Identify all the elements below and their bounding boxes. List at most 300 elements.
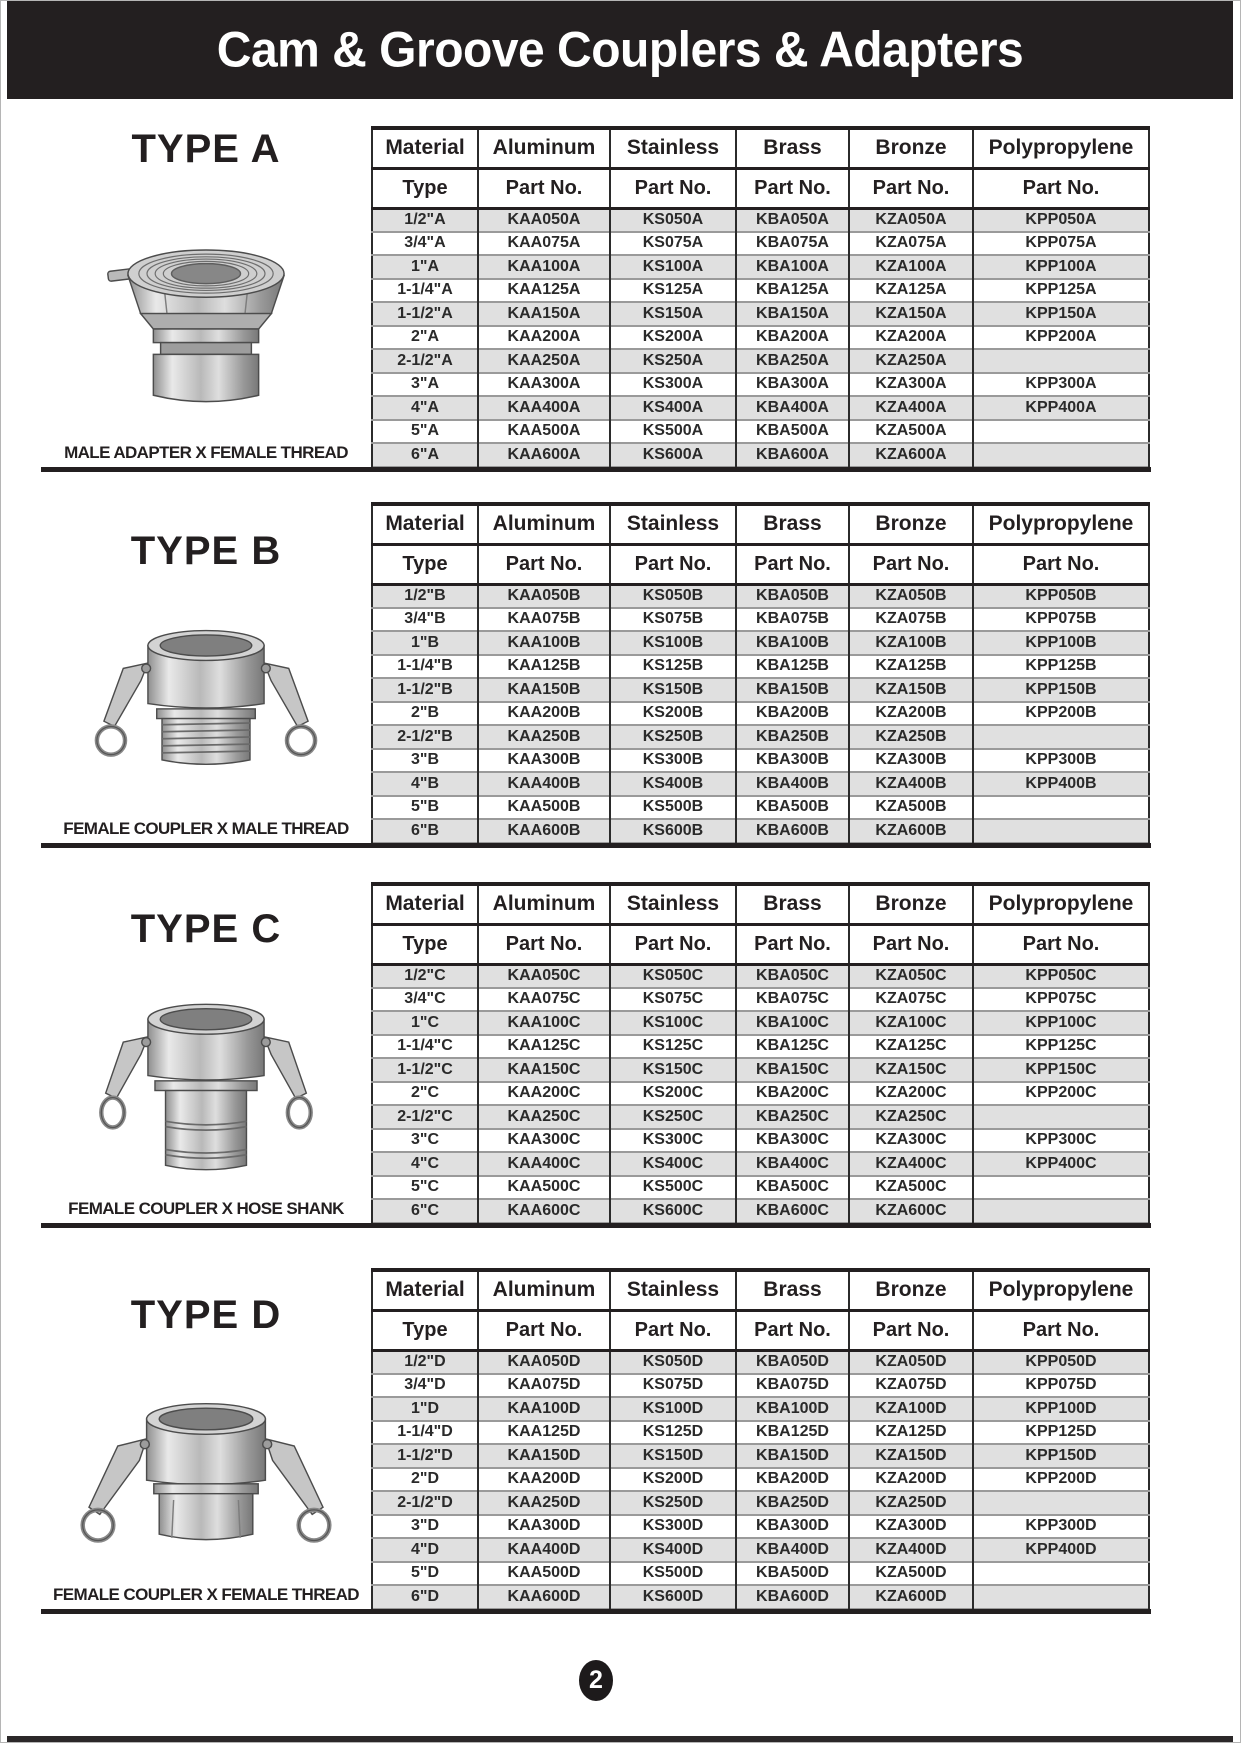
column-header-stainless: Stainless [610, 884, 736, 924]
column-header-polypropylene: Polypropylene [973, 128, 1149, 168]
part-number-cell: KAA150B [478, 678, 610, 702]
column-header-bronze: Bronze [849, 128, 973, 168]
size-type-cell: 1/2"C [404, 967, 446, 984]
part-number-cell: KPP400A [973, 396, 1149, 420]
part-number-cell: KZA150A [849, 302, 973, 326]
part-number-cell: KBA400D [736, 1538, 849, 1562]
part-number-cell: KS400A [610, 396, 736, 420]
section-type-d-table-wrap [371, 1268, 1151, 1609]
part-number-cell: KBA075A [736, 232, 849, 256]
section-type-d-left [41, 1268, 371, 1609]
part-number-cell: KBA300B [736, 749, 849, 773]
part-number-cell: KBA075C [736, 988, 849, 1012]
page-header [7, 1, 1233, 99]
section-type-b-left [41, 502, 371, 843]
part-number-cell: KZA050B [849, 584, 973, 608]
subheader-part-no: Part No. [849, 544, 973, 584]
female-coupler-male-thread-illustration [74, 612, 338, 804]
size-type-cell: 1-1/4"B [372, 655, 478, 679]
size-type-cell: 4"B [372, 772, 478, 796]
subheader-part-no: Part No. [973, 1310, 1149, 1350]
type-d-table-body [372, 1350, 1149, 1609]
part-number-cell: KS600D [610, 1585, 736, 1609]
size-type-cell: 3/4"D [372, 1374, 478, 1398]
size-type-cell: 6"D [372, 1585, 478, 1609]
part-number-cell: KPP300A [973, 373, 1149, 397]
part-number-cell: KS075A [610, 232, 736, 256]
part-number-cell: KBA150D [736, 1444, 849, 1468]
part-number-cell: KBA075D [736, 1374, 849, 1398]
part-number-cell: KZA300C [849, 1129, 973, 1153]
subheader-type: Type [372, 924, 478, 964]
size-type-cell: 1-1/4"A [372, 279, 478, 303]
part-number-cell: KS600A [610, 443, 736, 467]
part-number-cell: KBA200C [736, 1082, 849, 1106]
section-divider [41, 1609, 1151, 1614]
part-number-cell: KPP200B [973, 702, 1149, 726]
part-number-cell: KBA600A [736, 443, 849, 467]
part-number-cell: KS200B [610, 702, 736, 726]
part-number-cell: KPP400B [973, 772, 1149, 796]
part-number-cell: KAA075C [478, 988, 610, 1012]
table-row [372, 584, 1149, 608]
part-number-cell: KAA150A [478, 302, 610, 326]
size-type-cell: 3"B [372, 749, 478, 773]
part-number-cell [973, 1562, 1149, 1586]
size-type-cell: 5"A [372, 420, 478, 444]
size-type-cell: 1/2"A [404, 211, 446, 228]
size-type-cell: 4"C [372, 1152, 478, 1176]
part-number-cell: KBA300D [736, 1515, 849, 1539]
part-number-cell: KZA400C [849, 1152, 973, 1176]
subheader-part-no: Part No. [973, 544, 1149, 584]
size-type-cell: 1-1/4"C [372, 1035, 478, 1059]
subheader-part-no: Part No. [478, 924, 610, 964]
size-type-cell: 2"A [372, 326, 478, 350]
part-number-cell: KS125C [610, 1035, 736, 1059]
part-number-cell: KBA125C [736, 1035, 849, 1059]
part-number-cell: KS100A [610, 255, 736, 279]
part-number-cell: KBA100C [736, 1011, 849, 1035]
part-number-cell: KS050C [610, 964, 736, 988]
part-number-cell: KS100C [610, 1011, 736, 1035]
column-header-polypropylene: Polypropylene [973, 504, 1149, 544]
subheader-part-no: Part No. [849, 168, 973, 208]
part-number-cell: KAA300A [478, 373, 610, 397]
subheader-part-no: Part No. [736, 168, 849, 208]
section-type-a-left [41, 126, 371, 467]
part-number-cell: KBA200D [736, 1468, 849, 1492]
column-header-aluminum: Aluminum [478, 1270, 610, 1310]
part-number-cell: KS600C [610, 1199, 736, 1223]
type-c-table-body [372, 964, 1149, 1223]
size-type-cell: 1-1/2"A [372, 302, 478, 326]
part-number-cell [973, 796, 1149, 820]
part-number-cell: KZA075D [849, 1374, 973, 1398]
part-number-cell: KAA150D [478, 1444, 610, 1468]
part-number-cell: KAA200A [478, 326, 610, 350]
material-header-row [372, 884, 1149, 924]
material-header-row [372, 504, 1149, 544]
part-number-cell: KS400D [610, 1538, 736, 1562]
size-type-cell: 1-1/4"D [372, 1421, 478, 1445]
table-row [372, 964, 1149, 988]
part-number-cell: KBA600D [736, 1585, 849, 1609]
type-a-table-body [372, 208, 1149, 467]
size-type-cell: 6"B [372, 819, 478, 843]
part-number-cell: KZA075C [849, 988, 973, 1012]
table-row [372, 772, 1149, 796]
part-number-cell: KPP300D [973, 1515, 1149, 1539]
part-number-cell: KBA050D [736, 1350, 849, 1374]
part-number-cell: KZA200D [849, 1468, 973, 1492]
part-number-cell: KS500A [610, 420, 736, 444]
section-type-c-table-wrap [371, 882, 1151, 1223]
part-number-cell: KS250C [610, 1105, 736, 1129]
part-number-cell: KS125B [610, 655, 736, 679]
part-number-cell [973, 420, 1149, 444]
part-number-cell: KAA125A [478, 279, 610, 303]
table-row [372, 1105, 1149, 1129]
part-number-cell [973, 1585, 1149, 1609]
table-row [372, 1491, 1149, 1515]
table-row [372, 1011, 1149, 1035]
part-number-cell: KS300C [610, 1129, 736, 1153]
type-a-heading: TYPE A [131, 127, 281, 171]
table-row [372, 819, 1149, 843]
part-number-cell: KBA125A [736, 279, 849, 303]
part-number-cell: KPP100D [973, 1397, 1149, 1421]
subheader-part-no: Part No. [736, 1310, 849, 1350]
table-row [372, 1082, 1149, 1106]
table-row [372, 1585, 1149, 1609]
subheader-part-no: Part No. [736, 924, 849, 964]
part-number-cell: KZA100B [849, 631, 973, 655]
part-number-cell: KAA250D [478, 1491, 610, 1515]
subheader-part-no: Part No. [478, 544, 610, 584]
part-number-cell: KPP050C [973, 964, 1149, 988]
part-number-cell: KPP200A [973, 326, 1149, 350]
part-number-cell [973, 819, 1149, 843]
type-a-product-photo [41, 170, 371, 467]
part-number-cell: KBA200B [736, 702, 849, 726]
column-header-material: Material [372, 1270, 478, 1310]
female-coupler-hose-shank-illustration [74, 987, 338, 1187]
part-number-cell: KZA200A [849, 326, 973, 350]
size-type-cell: 3"A [372, 373, 478, 397]
part-number-cell: KPP150B [973, 678, 1149, 702]
part-number-cell: KZA250B [849, 725, 973, 749]
part-number-cell: KBA500A [736, 420, 849, 444]
size-type-cell: 2-1/2"D [372, 1491, 478, 1515]
part-number-cell [973, 1199, 1149, 1223]
part-number-cell: KAA125C [478, 1035, 610, 1059]
type-b-product-photo [41, 572, 371, 843]
part-number-cell: KZA100C [849, 1011, 973, 1035]
column-header-bronze: Bronze [849, 504, 973, 544]
part-number-cell: KAA200D [478, 1468, 610, 1492]
table-row [372, 1374, 1149, 1398]
type-d-parts-table [371, 1268, 1150, 1609]
size-type-cell: 4"D [372, 1538, 478, 1562]
part-number-cell: KAA100B [478, 631, 610, 655]
table-row [372, 655, 1149, 679]
part-number-cell: KAA050C [478, 964, 610, 988]
part-number-cell: KS075C [610, 988, 736, 1012]
part-number-cell: KAA400D [478, 1538, 610, 1562]
size-type-cell: 2"B [372, 702, 478, 726]
column-header-polypropylene: Polypropylene [973, 884, 1149, 924]
part-number-cell: KAA500B [478, 796, 610, 820]
part-number-cell: KS150C [610, 1058, 736, 1082]
part-number-cell: KPP200C [973, 1082, 1149, 1106]
part-number-cell: KAA200B [478, 702, 610, 726]
part-number-cell: KS500C [610, 1176, 736, 1200]
part-number-cell: KAA200C [478, 1082, 610, 1106]
part-number-cell: KZA400A [849, 396, 973, 420]
part-number-cell: KZA050A [849, 208, 973, 232]
size-type-cell: 5"C [372, 1176, 478, 1200]
type-b-parts-table [371, 502, 1150, 843]
part-number-cell: KAA125D [478, 1421, 610, 1445]
part-number-cell: KS075D [610, 1374, 736, 1398]
part-number-cell: KS200A [610, 326, 736, 350]
part-number-cell: KBA600C [736, 1199, 849, 1223]
part-number-cell: KAA300B [478, 749, 610, 773]
part-number-cell: KBA250C [736, 1105, 849, 1129]
table-row [372, 678, 1149, 702]
part-number-cell: KAA400B [478, 772, 610, 796]
part-number-cell: KS075B [610, 608, 736, 632]
section-type-b [41, 472, 1151, 843]
part-number-cell: KZA125D [849, 1421, 973, 1445]
part-number-cell: KAA125B [478, 655, 610, 679]
column-header-stainless: Stainless [610, 128, 736, 168]
table-row [372, 1152, 1149, 1176]
part-number-cell: KZA600B [849, 819, 973, 843]
part-number-cell: KZA300D [849, 1515, 973, 1539]
part-number-cell: KS500B [610, 796, 736, 820]
male-adapter-illustration [88, 219, 324, 419]
part-number-cell [973, 443, 1149, 467]
part-number-cell: KBA300C [736, 1129, 849, 1153]
column-header-stainless: Stainless [610, 504, 736, 544]
partno-header-row [372, 544, 1149, 584]
subheader-part-no: Part No. [610, 1310, 736, 1350]
part-number-cell: KAA250C [478, 1105, 610, 1129]
part-number-cell: KZA100D [849, 1397, 973, 1421]
part-number-cell: KZA150C [849, 1058, 973, 1082]
size-type-cell: 2"D [372, 1468, 478, 1492]
part-number-cell: KAA400C [478, 1152, 610, 1176]
type-c-caption: FEMALE COUPLER X HOSE SHANK [68, 1199, 344, 1218]
part-number-cell: KS400B [610, 772, 736, 796]
part-number-cell: KAA500A [478, 420, 610, 444]
part-number-cell: KAA600C [478, 1199, 610, 1223]
part-number-cell: KS600B [610, 819, 736, 843]
content [41, 99, 1151, 1701]
part-number-cell: KZA125C [849, 1035, 973, 1059]
subheader-part-no: Part No. [849, 924, 973, 964]
size-type-cell: 1"B [372, 631, 478, 655]
material-header-row [372, 128, 1149, 168]
part-number-cell: KPP200D [973, 1468, 1149, 1492]
part-number-cell: KS250D [610, 1491, 736, 1515]
part-number-cell: KPP300B [973, 749, 1149, 773]
part-number-cell: KPP075A [973, 232, 1149, 256]
column-header-bronze: Bronze [849, 884, 973, 924]
part-number-cell: KAA050B [478, 584, 610, 608]
size-type-cell: 1-1/2"D [372, 1444, 478, 1468]
part-number-cell: KBA600B [736, 819, 849, 843]
part-number-cell: KS125D [610, 1421, 736, 1445]
part-number-cell: KZA400D [849, 1538, 973, 1562]
part-number-cell: KS300A [610, 373, 736, 397]
part-number-cell: KAA075B [478, 608, 610, 632]
female-coupler-female-thread-illustration [61, 1383, 351, 1563]
column-header-brass: Brass [736, 1270, 849, 1310]
part-number-cell: KZA200C [849, 1082, 973, 1106]
part-number-cell: KAA100D [478, 1397, 610, 1421]
part-number-cell: KPP050A [973, 208, 1149, 232]
part-number-cell: KBA250B [736, 725, 849, 749]
part-number-cell: KZA050C [849, 964, 973, 988]
part-number-cell: KZA075B [849, 608, 973, 632]
part-number-cell: KBA125B [736, 655, 849, 679]
column-header-polypropylene: Polypropylene [973, 1270, 1149, 1310]
part-number-cell [973, 1176, 1149, 1200]
part-number-cell: KS200C [610, 1082, 736, 1106]
subheader-part-no: Part No. [478, 168, 610, 208]
part-number-cell: KS150A [610, 302, 736, 326]
part-number-cell: KS125A [610, 279, 736, 303]
table-row [372, 396, 1149, 420]
table-row [372, 255, 1149, 279]
table-row [372, 1444, 1149, 1468]
subheader-part-no: Part No. [973, 924, 1149, 964]
table-row [372, 1035, 1149, 1059]
type-d-heading: TYPE D [130, 1293, 282, 1337]
type-d-caption: FEMALE COUPLER X FEMALE THREAD [53, 1585, 359, 1604]
subheader-part-no: Part No. [610, 544, 736, 584]
part-number-cell: KS050D [610, 1350, 736, 1374]
part-number-cell: KZA500D [849, 1562, 973, 1586]
material-header-row [372, 1270, 1149, 1310]
part-number-cell: KS100B [610, 631, 736, 655]
size-type-cell: 3/4"A [372, 232, 478, 256]
table-row [372, 725, 1149, 749]
size-type-cell: 1"A [372, 255, 478, 279]
table-row [372, 1350, 1149, 1374]
table-row [372, 1199, 1149, 1223]
part-number-cell: KS250B [610, 725, 736, 749]
part-number-cell: KBA500C [736, 1176, 849, 1200]
table-row [372, 208, 1149, 232]
part-number-cell: KBA250D [736, 1491, 849, 1515]
part-number-cell: KBA050C [736, 964, 849, 988]
part-number-cell: KPP100A [973, 255, 1149, 279]
part-number-cell: KS100D [610, 1397, 736, 1421]
part-number-cell [973, 349, 1149, 373]
part-number-cell: KAA600A [478, 443, 610, 467]
table-row [372, 420, 1149, 444]
part-number-cell [973, 1105, 1149, 1129]
part-number-cell: KPP050D [973, 1350, 1149, 1374]
part-number-cell: KPP125A [973, 279, 1149, 303]
part-number-cell: KBA400B [736, 772, 849, 796]
part-number-cell: KS200D [610, 1468, 736, 1492]
partno-header-row [372, 168, 1149, 208]
type-d-product-photo [41, 1336, 371, 1609]
partno-header-row [372, 924, 1149, 964]
part-number-cell: KPP150A [973, 302, 1149, 326]
part-number-cell: KPP050B [973, 584, 1149, 608]
size-type-cell: 1"C [372, 1011, 478, 1035]
part-number-cell: KS150D [610, 1444, 736, 1468]
part-number-cell: KAA300D [478, 1515, 610, 1539]
part-number-cell: KZA250D [849, 1491, 973, 1515]
table-row [372, 349, 1149, 373]
section-type-a-table-wrap [371, 126, 1151, 467]
part-number-cell: KZA200B [849, 702, 973, 726]
table-row [372, 302, 1149, 326]
part-number-cell [973, 1491, 1149, 1515]
table-row [372, 749, 1149, 773]
size-type-cell: 2-1/2"C [372, 1105, 478, 1129]
type-b-heading: TYPE B [130, 529, 282, 573]
part-number-cell: KAA400A [478, 396, 610, 420]
part-number-cell: KPP075B [973, 608, 1149, 632]
part-number-cell: KAA250A [478, 349, 610, 373]
table-row [372, 631, 1149, 655]
table-row [372, 326, 1149, 350]
type-b-table-body [372, 584, 1149, 843]
part-number-cell: KZA100A [849, 255, 973, 279]
column-header-brass: Brass [736, 884, 849, 924]
part-number-cell: KBA100D [736, 1397, 849, 1421]
part-number-cell: KBA200A [736, 326, 849, 350]
part-number-cell: KS300B [610, 749, 736, 773]
part-number-cell: KBA150C [736, 1058, 849, 1082]
part-number-cell: KBA250A [736, 349, 849, 373]
subheader-type: Type [372, 544, 478, 584]
partno-header-row [372, 1310, 1149, 1350]
page-number-area [41, 1660, 1151, 1701]
part-number-cell: KZA600C [849, 1199, 973, 1223]
part-number-cell: KZA500B [849, 796, 973, 820]
table-row [372, 1421, 1149, 1445]
part-number-cell: KZA125A [849, 279, 973, 303]
part-number-cell: KBA100B [736, 631, 849, 655]
table-row [372, 608, 1149, 632]
part-number-cell: KPP300C [973, 1129, 1149, 1153]
type-b-caption: FEMALE COUPLER X MALE THREAD [63, 819, 349, 838]
subheader-part-no: Part No. [849, 1310, 973, 1350]
part-number-cell: KBA100A [736, 255, 849, 279]
part-number-cell: KZA500C [849, 1176, 973, 1200]
part-number-cell: KBA075B [736, 608, 849, 632]
part-number-cell: KBA500D [736, 1562, 849, 1586]
size-type-cell: 1-1/2"C [372, 1058, 478, 1082]
column-header-brass: Brass [736, 504, 849, 544]
part-number-cell: KZA150B [849, 678, 973, 702]
subheader-part-no: Part No. [610, 168, 736, 208]
type-c-parts-table [371, 882, 1150, 1223]
part-number-cell: KS050B [610, 584, 736, 608]
part-number-cell: KBA500B [736, 796, 849, 820]
type-c-heading: TYPE C [130, 907, 282, 951]
table-row [372, 1538, 1149, 1562]
